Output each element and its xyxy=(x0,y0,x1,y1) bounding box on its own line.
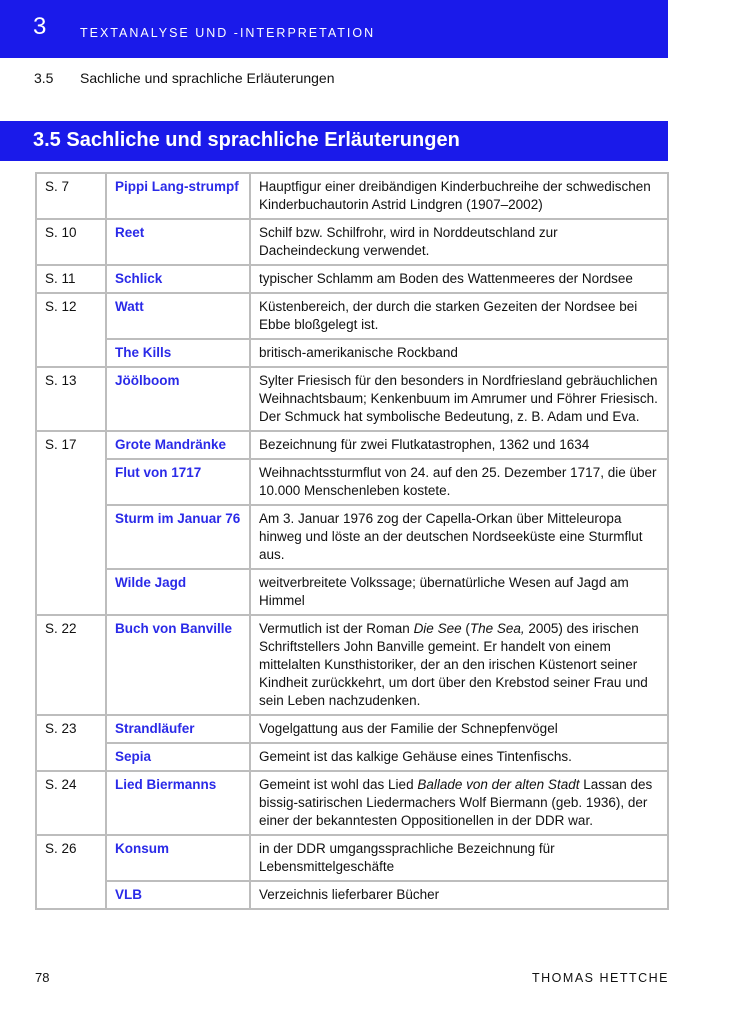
glossary-table-body xyxy=(36,173,668,909)
term-cell: Grote Mandränke xyxy=(106,431,250,459)
term-cell: Sturm im Januar 76 xyxy=(106,505,250,569)
page-ref-cell: S. 17 xyxy=(36,431,106,615)
description-cell: Verzeichnis lieferbarer Bücher xyxy=(250,881,668,909)
description-cell: weitverbreitete Volkssage; übernatürliche Wesen auf Jagd am Himmel xyxy=(250,569,668,615)
chapter-number: 3 xyxy=(33,13,47,40)
description-cell: Gemeint ist das kalkige Gehäuse eines Tintenfischs. xyxy=(250,743,668,771)
term-cell: Flut von 1717 xyxy=(106,459,250,505)
page-number: 78 xyxy=(35,970,50,985)
term-cell: Watt xyxy=(106,293,250,339)
description-cell: in der DDR umgangssprachliche Bezeichnung für Lebensmittelgeschäfte xyxy=(250,835,668,881)
term-cell: Sepia xyxy=(106,743,250,771)
description-cell: Vogelgattung aus der Familie der Schnepfenvögel xyxy=(250,715,668,743)
song-title: Ballade von der alten Stadt xyxy=(417,777,580,792)
table-row xyxy=(36,367,668,431)
table-row xyxy=(36,881,668,909)
glossary-table xyxy=(35,172,669,910)
table-row xyxy=(36,771,668,835)
description-cell: Am 3. Januar 1976 zog der Capella-Orkan über Mitteleuropa hinweg und löste an der deutschen Nordseeküste eine Sturmflut aus. xyxy=(250,505,668,569)
running-section-title: Sachliche und sprachliche Erläuterungen xyxy=(80,70,335,86)
book-title-de: Die See xyxy=(413,621,462,636)
term-cell: Lied Biermanns xyxy=(106,771,250,835)
description-cell: britisch-amerikanische Rockband xyxy=(250,339,668,367)
book-title-en: The Sea, xyxy=(469,621,525,636)
table-row xyxy=(36,615,668,715)
table-row xyxy=(36,715,668,743)
description-text: ( xyxy=(461,621,470,636)
table-row xyxy=(36,743,668,771)
description-cell: Sylter Friesisch für den besonders in Nordfriesland gebräuchlichen Weihnachtsbaum; Kenkenbuum im Amrumer und Föhrer Friesisch. Der Schmuck hat symbolische Bedeutung, z. B. Adam und Eva. xyxy=(250,367,668,431)
term-cell: Pippi Lang-strumpf xyxy=(106,173,250,219)
table-row xyxy=(36,459,668,505)
page-ref-cell: S. 22 xyxy=(36,615,106,715)
page-ref-cell: S. 23 xyxy=(36,715,106,771)
description-text: 2005) des irischen Schriftstellers John Banville gemeint. Er handelt von einem mittelalten Kunsthistoriker, der an den irischen Küstenort seiner Kindheit zurückkehrt, um dort über den Krebstod seiner Frau und sein Leben nachzudenken. xyxy=(259,621,648,708)
description-cell: Weihnachtssturmflut von 24. auf den 25. Dezember 1717, die über 10.000 Menschenleben kostete. xyxy=(250,459,668,505)
table-row xyxy=(36,219,668,265)
table-row xyxy=(36,173,668,219)
term-cell: The Kills xyxy=(106,339,250,367)
term-cell: Wilde Jagd xyxy=(106,569,250,615)
description-text: Vermutlich ist der Roman xyxy=(259,621,414,636)
section-banner xyxy=(0,121,668,161)
description-cell: Schilf bzw. Schilfrohr, wird in Norddeutschland zur Dacheindeckung verwendet. xyxy=(250,219,668,265)
section-banner-title: 3.5 Sachliche und sprachliche Erläuterungen xyxy=(33,129,460,151)
term-cell: Buch von Banville xyxy=(106,615,250,715)
page-ref-cell: S. 26 xyxy=(36,835,106,909)
term-cell: VLB xyxy=(106,881,250,909)
term-cell: Schlick xyxy=(106,265,250,293)
description-cell: Hauptfigur einer dreibändigen Kinderbuchreihe der schwedischen Kinderbuchautorin Astrid Lindgren (1907–2002) xyxy=(250,173,668,219)
table-row xyxy=(36,265,668,293)
term-cell: Jöölboom xyxy=(106,367,250,431)
page-ref-cell: S. 12 xyxy=(36,293,106,367)
table-row xyxy=(36,505,668,569)
description-cell: Bezeichnung für zwei Flutkatastrophen, 1362 und 1634 xyxy=(250,431,668,459)
page-ref-cell: S. 7 xyxy=(36,173,106,219)
page-ref-cell: S. 13 xyxy=(36,367,106,431)
table-row xyxy=(36,293,668,339)
description-text: Gemeint ist wohl das Lied xyxy=(259,777,418,792)
page-ref-cell: S. 11 xyxy=(36,265,106,293)
term-cell: Reet xyxy=(106,219,250,265)
table-row xyxy=(36,339,668,367)
description-cell xyxy=(250,771,668,835)
author-name: THOMAS HETTCHE xyxy=(532,971,669,985)
page-ref-cell: S. 10 xyxy=(36,219,106,265)
description-cell: Küstenbereich, der durch die starken Gezeiten der Nordsee bei Ebbe bloßgelegt ist. xyxy=(250,293,668,339)
term-cell: Konsum xyxy=(106,835,250,881)
running-section-number: 3.5 xyxy=(34,70,54,86)
term-cell: Strandläufer xyxy=(106,715,250,743)
description-cell: typischer Schlamm am Boden des Wattenmeeres der Nordsee xyxy=(250,265,668,293)
description-text: Lassan des bissig-satirischen Liedermachers Wolf Biermann (geb. 1936), der einer der bekanntesten Oppositionellen in der DDR war. xyxy=(259,777,653,828)
chapter-header-bar xyxy=(0,0,668,58)
chapter-title: TEXTANALYSE UND -INTERPRETATION xyxy=(80,26,376,40)
table-row xyxy=(36,835,668,881)
table-row xyxy=(36,569,668,615)
page-ref-cell: S. 24 xyxy=(36,771,106,835)
table-row xyxy=(36,431,668,459)
description-cell xyxy=(250,615,668,715)
